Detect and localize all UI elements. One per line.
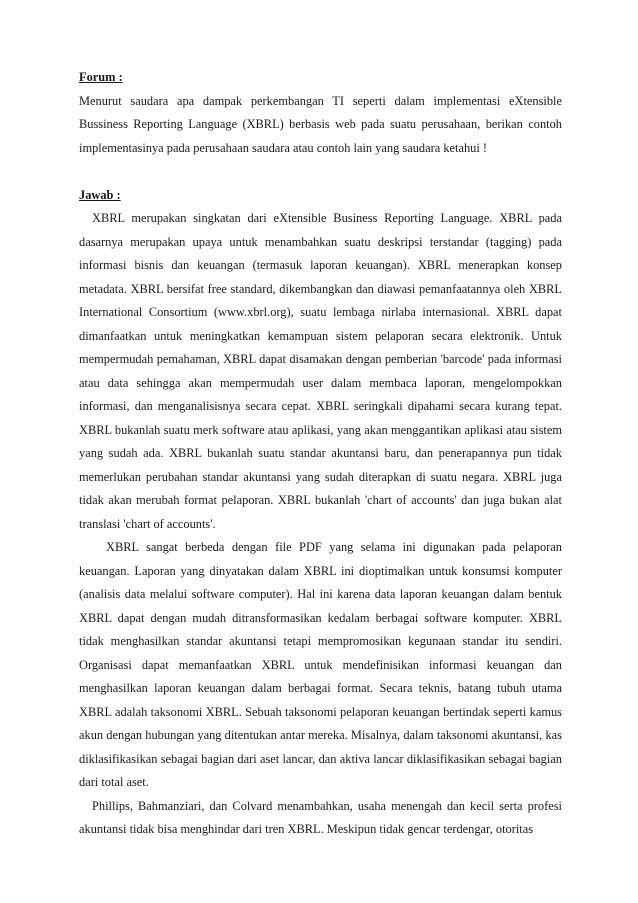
forum-question: Menurut saudara apa dampak perkembangan TI seperti dalam implementasi eXtensible Bussiness Reporting Language (XBRL) berbasis web pada suatu perusahaan, berikan contoh implementasinya pada perusahaan saudara atau contoh lain yang saudara ketahui ! [79,93,562,155]
document-page [79,66,562,842]
answer-paragraph-2: XBRL sangat berbeda dengan file PDF yang selama ini digunakan pada pelaporan keuangan. Laporan yang dinyatakan dalam XBRL ini dioptimalkan untuk konsumsi komputer (analisis data melalui software computer). Hal ini karena data laporan keuangan dalam bentuk XBRL dapat dengan mudah ditransformasikan kedalam berbagai software komputer. XBRL tidak menghasilkan standar akuntansi tetapi mempromosikan kegunaan standar itu sendiri. Organisasi dapat memanfaatkan XBRL untuk mendefinisikan informasi keuangan dan menghasilkan laporan keuangan dalam berbagai format. Secara teknis, batang tubuh utama XBRL adalah taksonomi XBRL. Sebuah taksonomi pelaporan keuangan bertindak seperti kamus akun dengan hubungan yang ditentukan antar mereka. Misalnya, dalam taksonomi akuntansi, kas diklasifikasikan sebagai bagian dari aset lancar, dan aktiva lancar diklasifikasikan sebagai bagian dari total aset. [79,540,562,789]
answer-paragraph-1: XBRL merupakan singkatan dari eXtensible Business Reporting Language. XBRL pada dasarnya merupakan upaya untuk menambahkan suatu deskripsi terstandar (tagging) pada informasi bisnis dan keuangan (termasuk laporan keuangan). XBRL menerapkan konsep metadata. XBRL bersifat free standard, dikembangkan dan diawasi pemanfaatannya oleh XBRL International Consortium (www.xbrl.org), suatu lembaga nirlaba internasional. XBRL dapat dimanfaatkan untuk meningkatkan kemampuan sistem pelaporan secara elektronik. Untuk mempermudah pemahaman, XBRL dapat disamakan dengan pemberian 'barcode' pada informasi atau data sehingga akan mempermudah user dalam membaca laporan, mengelompokkan informasi, dan menganalisisnya secara cepat. XBRL seringkali dipahami secara kurang tepat. XBRL bukanlah suatu merk software atau aplikasi, yang akan menggantikan aplikasi atau sistem yang sudah ada. XBRL bukanlah suatu standar akuntansi baru, dan penerapannya pun tidak memerlukan perubahan standar akuntansi yang sudah diterapkan di suatu negara. XBRL juga tidak akan merubah format pelaporan. XBRL bukanlah 'chart of accounts' dan juga bukan alat translasi 'chart of accounts'. [79,211,562,531]
answer-paragraph-3: Phillips, Bahmanziari, dan Colvard menambahkan, usaha menengah dan kecil serta profesi akuntansi tidak bisa menghindar dari tren XBRL. Meskipun tidak gencar terdengar, otoritas [79,798,562,836]
section-spacer [79,160,562,184]
forum-heading: Forum : [79,70,123,84]
jawab-heading: Jawab : [79,187,121,202]
